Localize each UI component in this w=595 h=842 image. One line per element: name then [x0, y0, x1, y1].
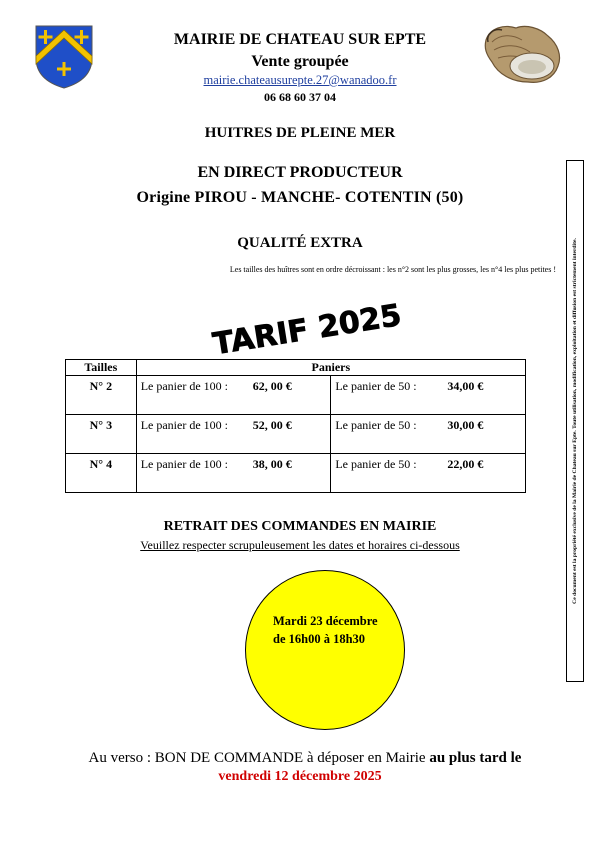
header-paniers: Paniers — [136, 360, 525, 376]
pickup-date-circle — [245, 570, 405, 730]
copyright-side-box — [566, 160, 584, 682]
copyright-notice: Ce document est la propriété exclusive de la Mairie de Chateau sur Epte. Toute utilisation, modification, exploitation et diffusion est strictement interdite. — [572, 238, 578, 604]
basket-price: 52, 00 € — [252, 418, 292, 432]
tarif-title — [205, 295, 404, 363]
email-link[interactable]: mairie.chateausurepte.27@wanadoo.fr — [203, 73, 397, 87]
table-header-row — [66, 360, 526, 376]
basket-50-cell — [331, 376, 526, 415]
basket-100-cell — [136, 376, 331, 415]
coat-of-arms-icon — [34, 24, 94, 90]
tarif-title-text: TARIF 2025 — [210, 297, 404, 363]
basket-100-cell — [136, 415, 331, 454]
origine-heading: Origine PIROU - MANCHE- COTENTIN (50) — [136, 189, 464, 206]
qualite-heading: QUALITÉ EXTRA — [237, 235, 363, 251]
table-row — [66, 415, 526, 454]
vente-subtitle: Vente groupée — [251, 53, 349, 70]
retrait-instructions: Veuillez respecter scrupuleusement les dates et horaires ci-dessous — [140, 538, 460, 552]
basket-price: 22,00 € — [447, 457, 484, 471]
verso-deadline-label: au plus tard le — [429, 750, 522, 766]
retrait-heading: RETRAIT DES COMMANDES EN MAIRIE — [163, 519, 437, 534]
basket-price: 62, 00 € — [252, 379, 292, 393]
size-note: Les tailles des huîtres sont en ordre décroissant : les n°2 sont les plus grosses, les n°4 les plus petites ! — [229, 265, 556, 274]
phone-number: 06 68 60 37 04 — [264, 90, 336, 104]
basket-label: Le panier de 100 : — [140, 379, 228, 393]
product-heading: HUITRES DE PLEINE MER — [204, 125, 396, 141]
header-tailles: Tailles — [66, 360, 137, 376]
basket-price: 30,00 € — [447, 418, 484, 432]
table-row — [66, 376, 526, 415]
mairie-title: MAIRIE DE CHATEAU SUR EPTE — [173, 31, 427, 48]
basket-label: Le panier de 50 : — [335, 418, 417, 432]
size-cell: N° 4 — [66, 454, 137, 493]
basket-100-cell — [136, 454, 331, 493]
size-cell: N° 2 — [66, 376, 137, 415]
basket-label: Le panier de 100 : — [140, 457, 228, 471]
size-cell: N° 3 — [66, 415, 137, 454]
basket-50-cell — [331, 454, 526, 493]
table-row — [66, 454, 526, 493]
verso-text: Au verso : BON DE COMMANDE à déposer en Mairie — [88, 750, 430, 766]
basket-50-cell — [331, 415, 526, 454]
price-table — [65, 359, 526, 493]
basket-label: Le panier de 100 : — [140, 418, 228, 432]
basket-label: Le panier de 50 : — [335, 457, 417, 471]
basket-price: 38, 00 € — [252, 457, 292, 471]
order-deadline: vendredi 12 décembre 2025 — [218, 769, 382, 784]
verso-notice — [40, 750, 570, 767]
pickup-hours: de 16h00 à 18h30 — [273, 632, 366, 646]
pickup-date: Mardi 23 décembre — [273, 614, 378, 628]
basket-label: Le panier de 50 : — [335, 379, 417, 393]
basket-price: 34,00 € — [447, 379, 484, 393]
direct-producteur-heading: EN DIRECT PRODUCTEUR — [197, 164, 403, 181]
